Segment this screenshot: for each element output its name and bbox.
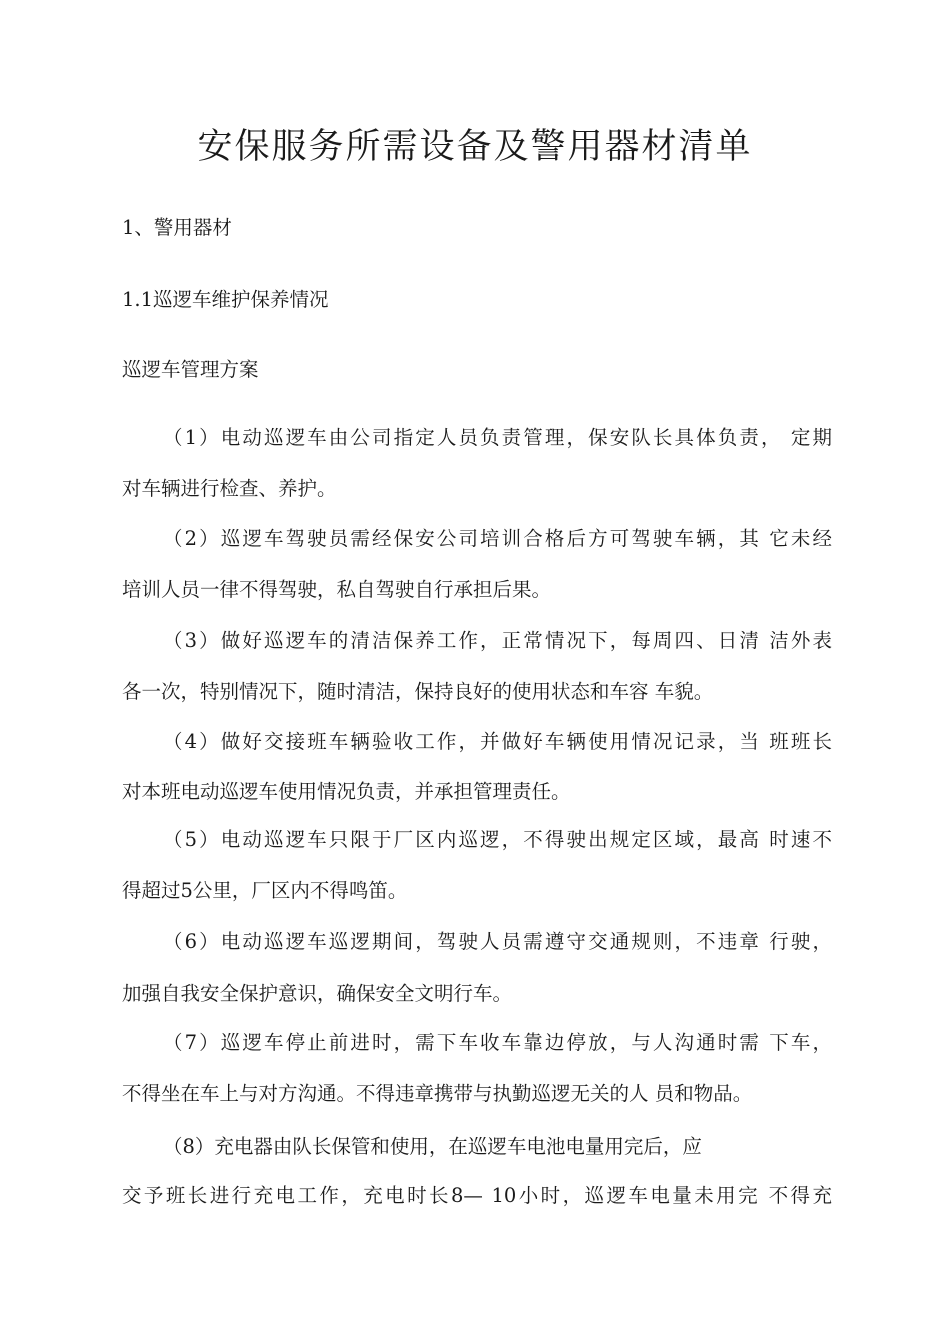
paragraph-4-line-1: （4）做好交接班车辆验收工作，并做好车辆使用情况记录，当 班班长	[163, 730, 832, 753]
paragraph-5-line-2: 得超过5公里，厂区内不得鸣笛。	[122, 879, 408, 902]
subheading: 巡逻车管理方案	[122, 358, 259, 381]
paragraph-4-line-2: 对本班电动巡逻车使用情况负责，并承担管理责任。	[122, 780, 571, 803]
paragraph-1-line-2: 对车辆进行检查、养护。	[122, 477, 337, 500]
paragraph-7-line-2: 不得坐在车上与对方沟通。不得违章携带与执勤巡逻无关的人 员和物品。	[122, 1082, 753, 1105]
paragraph-3-line-2: 各一次，特别情况下，随时清洁，保持良好的使用状态和车容 车貌。	[122, 680, 714, 703]
paragraph-2-line-1: （2）巡逻车驾驶员需经保安公司培训合格后方可驾驶车辆，其 它未经	[163, 527, 832, 550]
document-title: 安保服务所需设备及警用器材清单	[197, 127, 753, 167]
paragraph-1-line-1: （1）电动巡逻车由公司指定人员负责管理，保安队长具体负责， 定期	[163, 426, 832, 449]
paragraph-6-line-2: 加强自我安全保护意识，确保安全文明行车。	[122, 982, 513, 1005]
paragraph-2-line-2: 培训人员一律不得驾驶，私自驾驶自行承担后果。	[122, 578, 552, 601]
paragraph-7-line-1: （7）巡逻车停止前进时，需下车收车靠边停放，与人沟通时需 下车，	[163, 1031, 832, 1054]
paragraph-6-line-1: （6）电动巡逻车巡逻期间，驾驶人员需遵守交通规则，不违章 行驶，	[163, 930, 832, 953]
paragraph-3-line-1: （3）做好巡逻车的清洁保养工作，正常情况下，每周四、日清 洁外表	[163, 629, 832, 652]
paragraph-5-line-1: （5）电动巡逻车只限于厂区内巡逻，不得驶出规定区域，最高 时速不	[163, 828, 832, 851]
paragraph-8-line-2: 交予班长进行充电工作，充电时长8— 10小时，巡逻车电量未用完 不得充	[122, 1184, 832, 1207]
paragraph-8-line-1: （8）充电器由队长保管和使用，在巡逻车电池电量用完后，应	[163, 1135, 702, 1158]
section-heading-1-1: 1.1巡逻车维护保养情况	[122, 288, 329, 311]
section-heading-1: 1、警用器材	[122, 216, 232, 239]
